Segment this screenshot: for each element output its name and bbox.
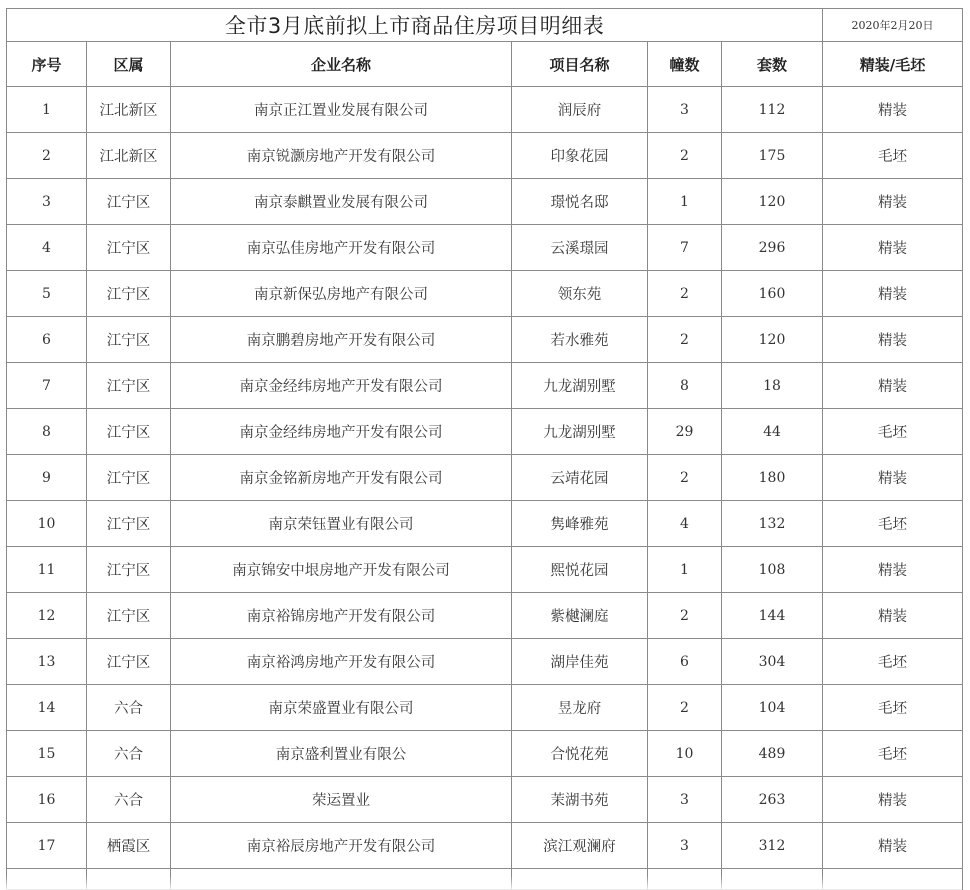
- cell-finish: 精装: [823, 225, 963, 271]
- cell-district: 江宁区: [87, 593, 171, 639]
- cell-units: 144: [722, 593, 823, 639]
- cell-index: 10: [7, 501, 87, 547]
- cell-units: 304: [722, 639, 823, 685]
- cell-index: 3: [7, 179, 87, 225]
- cell-finish: 精装: [823, 363, 963, 409]
- cell-index: 15: [7, 731, 87, 777]
- cell-buildings: 2: [648, 455, 722, 501]
- cell-finish: 精装: [823, 823, 963, 869]
- cell-index: 7: [7, 363, 87, 409]
- cell-buildings: 2: [648, 271, 722, 317]
- cell-district: 六合: [87, 685, 171, 731]
- header-buildings: 幢数: [648, 42, 722, 87]
- cell-finish: 毛坯: [823, 731, 963, 777]
- cell-units: 44: [722, 409, 823, 455]
- cell-finish: 毛坯: [823, 409, 963, 455]
- cell-project: 茉湖书苑: [512, 777, 648, 823]
- table-row: [7, 225, 963, 271]
- cell-units: 312: [722, 823, 823, 869]
- cell-district: 六合: [87, 731, 171, 777]
- cell-buildings: 4: [648, 501, 722, 547]
- table-row-partial: [7, 869, 963, 890]
- cell-buildings: 3: [648, 823, 722, 869]
- cell-company: 南京裕锦房地产开发有限公司: [171, 593, 512, 639]
- cell-units: 120: [722, 317, 823, 363]
- cell-district: 江宁区: [87, 409, 171, 455]
- cell-units: 104: [722, 685, 823, 731]
- header-finish: 精装/毛坯: [823, 42, 963, 87]
- cell-project: 印象花园: [512, 133, 648, 179]
- cell-company: 荣运置业: [171, 777, 512, 823]
- cell-index: 16: [7, 777, 87, 823]
- cell-project: 熙悦花园: [512, 547, 648, 593]
- cell-company: 南京正江置业发展有限公司: [171, 87, 512, 133]
- cell-project: 湖岸佳苑: [512, 639, 648, 685]
- cell-buildings: 10: [648, 731, 722, 777]
- cell-index: 13: [7, 639, 87, 685]
- cell-district: 江宁区: [87, 639, 171, 685]
- cell-finish: 精装: [823, 455, 963, 501]
- cell-district: 六合: [87, 777, 171, 823]
- cell-finish: 精装: [823, 271, 963, 317]
- cell-district: 江宁区: [87, 271, 171, 317]
- header-row: [7, 42, 963, 87]
- table-row: [7, 685, 963, 731]
- table-body: [7, 87, 963, 890]
- header-units: 套数: [722, 42, 823, 87]
- cell-units: 112: [722, 87, 823, 133]
- cell-buildings: 2: [648, 133, 722, 179]
- project-table: [6, 8, 963, 890]
- cell-project: 九龙湖别墅: [512, 409, 648, 455]
- table-row: [7, 547, 963, 593]
- cell-district: 江宁区: [87, 179, 171, 225]
- cell-buildings: 2: [648, 593, 722, 639]
- cell-project: 领东苑: [512, 271, 648, 317]
- cell-units: 160: [722, 271, 823, 317]
- table-row: [7, 823, 963, 869]
- cell-index: 17: [7, 823, 87, 869]
- cell-index: 2: [7, 133, 87, 179]
- cell-buildings: 2: [648, 685, 722, 731]
- cell-finish: 毛坯: [823, 501, 963, 547]
- cell-finish: 毛坯: [823, 133, 963, 179]
- cell-company: 南京荣钰置业有限公司: [171, 501, 512, 547]
- report-date: 2020年2月20日: [823, 9, 963, 42]
- cell-units: 296: [722, 225, 823, 271]
- cell-company: 南京裕辰房地产开发有限公司: [171, 823, 512, 869]
- cell-district: 栖霞区: [87, 823, 171, 869]
- table-row: [7, 639, 963, 685]
- cell-index: 5: [7, 271, 87, 317]
- table-row: [7, 179, 963, 225]
- cell-index: 12: [7, 593, 87, 639]
- cell-index: 8: [7, 409, 87, 455]
- cell-buildings: 1: [648, 179, 722, 225]
- cell-units: 489: [722, 731, 823, 777]
- cell-company: 南京荣盛置业有限公司: [171, 685, 512, 731]
- cell-index: 11: [7, 547, 87, 593]
- cell-index: 4: [7, 225, 87, 271]
- cell-company: 南京弘佳房地产开发有限公司: [171, 225, 512, 271]
- cell-company: 南京新保弘房地产有限公司: [171, 271, 512, 317]
- cell-index: 6: [7, 317, 87, 363]
- cell-project: 隽峰雅苑: [512, 501, 648, 547]
- cell-index: 1: [7, 87, 87, 133]
- header-company: 企业名称: [171, 42, 512, 87]
- cell-index: 9: [7, 455, 87, 501]
- cell-district: 江北新区: [87, 133, 171, 179]
- cell-district: 江宁区: [87, 455, 171, 501]
- cell-project: 昱龙府: [512, 685, 648, 731]
- cell-district: 江宁区: [87, 501, 171, 547]
- cell-project: 九龙湖别墅: [512, 363, 648, 409]
- cell-buildings: 7: [648, 225, 722, 271]
- cell-units: 180: [722, 455, 823, 501]
- cell-project: 紫樾澜庭: [512, 593, 648, 639]
- cell-finish: 精装: [823, 179, 963, 225]
- table-row: [7, 731, 963, 777]
- cell-finish: 精装: [823, 317, 963, 363]
- header-index: 序号: [7, 42, 87, 87]
- cell-project: 润辰府: [512, 87, 648, 133]
- cell-company: 南京金铭新房地产开发有限公司: [171, 455, 512, 501]
- cell-units: 120: [722, 179, 823, 225]
- cell-finish: 毛坯: [823, 685, 963, 731]
- cell-buildings: 6: [648, 639, 722, 685]
- cell-finish: 精装: [823, 593, 963, 639]
- cell-project: 若水雅苑: [512, 317, 648, 363]
- header-district: 区属: [87, 42, 171, 87]
- cell-project: 云靖花园: [512, 455, 648, 501]
- cell-company: 南京鹏碧房地产开发有限公司: [171, 317, 512, 363]
- title-row: [7, 9, 963, 42]
- table-row: [7, 593, 963, 639]
- table-row: [7, 317, 963, 363]
- cell-district: 江宁区: [87, 317, 171, 363]
- cell-buildings: 29: [648, 409, 722, 455]
- cell-finish: 毛坯: [823, 639, 963, 685]
- cell-finish: 精装: [823, 87, 963, 133]
- cell-district: 江北新区: [87, 87, 171, 133]
- header-project: 项目名称: [512, 42, 648, 87]
- cell-units: 132: [722, 501, 823, 547]
- cell-company: 南京锐灏房地产开发有限公司: [171, 133, 512, 179]
- cell-units: 18: [722, 363, 823, 409]
- table-row: [7, 501, 963, 547]
- cell-buildings: 3: [648, 777, 722, 823]
- table-row: [7, 777, 963, 823]
- cell-finish: 精装: [823, 777, 963, 823]
- cell-index: 14: [7, 685, 87, 731]
- cell-company: 南京裕鸿房地产开发有限公司: [171, 639, 512, 685]
- project-sheet: [6, 8, 962, 890]
- table-row: [7, 271, 963, 317]
- cell-units: 263: [722, 777, 823, 823]
- table-row: [7, 133, 963, 179]
- table-row: [7, 87, 963, 133]
- cell-buildings: 8: [648, 363, 722, 409]
- cell-company: 南京金经纬房地产开发有限公司: [171, 363, 512, 409]
- table-row: [7, 363, 963, 409]
- page-title: 全市3月底前拟上市商品住房项目明细表: [7, 9, 823, 42]
- cell-company: 南京锦安中垠房地产开发有限公司: [171, 547, 512, 593]
- cell-company: 南京盛利置业有限公: [171, 731, 512, 777]
- table-row: [7, 455, 963, 501]
- cell-project: 合悦花苑: [512, 731, 648, 777]
- cell-buildings: 1: [648, 547, 722, 593]
- cell-company: 南京泰麒置业发展有限公司: [171, 179, 512, 225]
- cell-district: 江宁区: [87, 225, 171, 271]
- cell-district: 江宁区: [87, 363, 171, 409]
- table-row: [7, 409, 963, 455]
- cell-buildings: 3: [648, 87, 722, 133]
- cell-district: 江宁区: [87, 547, 171, 593]
- cell-buildings: 2: [648, 317, 722, 363]
- cell-company: 南京金经纬房地产开发有限公司: [171, 409, 512, 455]
- cell-finish: 精装: [823, 547, 963, 593]
- cell-project: 璟悦名邸: [512, 179, 648, 225]
- cell-units: 175: [722, 133, 823, 179]
- cell-project: 云溪璟园: [512, 225, 648, 271]
- cell-units: 108: [722, 547, 823, 593]
- cell-project: 滨江观澜府: [512, 823, 648, 869]
